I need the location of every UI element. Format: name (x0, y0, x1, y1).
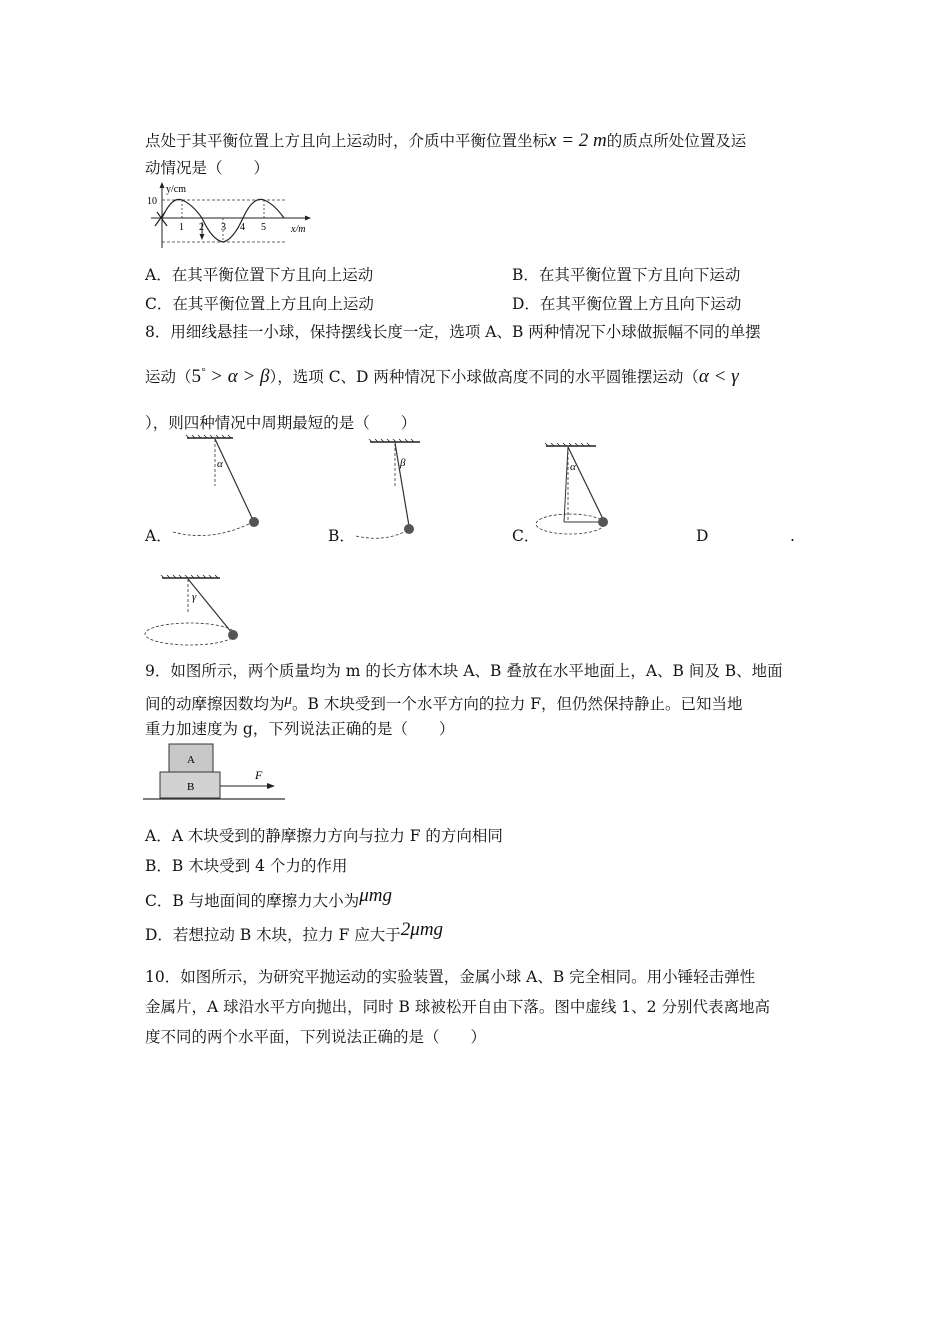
q8-option-d-dot: . (790, 527, 795, 545)
q7-wave-graph (145, 182, 315, 252)
q8-option-a-label: A． (145, 527, 172, 545)
q9-blocks-figure (143, 742, 293, 806)
q9-option-d (145, 920, 443, 945)
q8-stem-line-2 (145, 362, 739, 387)
q8-figure-c-angle: α (570, 461, 576, 473)
q8-figure-b-angle: β (400, 457, 406, 469)
q7-coordinate-math: x = 2 m (548, 130, 607, 151)
q9-stem-line-2 (145, 690, 743, 714)
q7-stem-line-2: 动情况是（ ） (145, 159, 270, 177)
q8-option-d-label: D (696, 527, 709, 545)
q7-graph-x-tick-2: 2 (199, 222, 204, 233)
q7-graph-x-tick-4: 4 (240, 222, 245, 233)
q8-option-c-label: C． (512, 527, 540, 545)
q10-stem-line-2: 金属片，A 球沿水平方向抛出，同时 B 球被松开自由下落。图中虚线 1、2 分别代表离地高 (145, 998, 770, 1016)
q7-option-b: B．在其平衡位置下方且向下运动 (512, 266, 741, 284)
q9-force-label: F (255, 768, 263, 782)
q8-option-b-label: B． (328, 527, 355, 545)
q7-stem-text-a: 点处于其平衡位置上方且向上运动时，介质中平衡位置坐标 (145, 132, 549, 150)
q7-graph-x-tick-3: 3 (221, 222, 226, 233)
q9-option-a: A．A 木块受到的静摩擦力方向与拉力 F 的方向相同 (145, 827, 503, 845)
q9-stem-line-3: 重力加速度为 g，下列说法正确的是（ ） (145, 720, 455, 738)
q9-stem-line-1: 9．如图所示，两个质量均为 m 的长方体木块 A、B 叠放在水平地面上，A、B 间及 B、地面 (145, 662, 783, 680)
q7-option-d: D．在其平衡位置上方且向下运动 (512, 295, 742, 313)
q8-figure-a (165, 436, 265, 546)
q9-option-b: B．B 木块受到 4 个力的作用 (145, 857, 348, 875)
q8-stem-text-b: ），选项 C、D 两种情况下小球做高度不同的水平圆锥摆运动（ (269, 368, 699, 386)
q9-option-c (145, 886, 392, 911)
q10-stem-line-1: 10．如图所示，为研究平抛运动的实验装置，金属小球 A、B 完全相同。用小锤轻击弹性 (145, 968, 756, 986)
q8-stem-line-3: ），则四种情况中周期最短的是（ ） (145, 414, 417, 432)
q9-block-b-label: B (187, 781, 195, 793)
q8-figure-b (348, 436, 428, 546)
q7-graph-x-label: x/m (291, 224, 306, 235)
q8-cond1-degree: ° (201, 366, 206, 378)
q7-option-c: C．在其平衡位置上方且向上运动 (145, 295, 374, 313)
q8-condition-2: α < γ (698, 366, 739, 387)
q8-stem-text-a: 运动（ (145, 368, 192, 386)
q9-option-d-math: 2μmg (400, 919, 444, 940)
q7-graph-x-tick-1: 1 (179, 222, 184, 233)
q8-figure-d (140, 574, 250, 654)
q9-mu-symbol: μ (284, 692, 293, 708)
q7-graph-y-tick: 10 (147, 196, 157, 207)
q7-graph-x-tick-5: 5 (261, 222, 266, 233)
q8-stem-line-1: 8．用细线悬挂一小球，保持摆线长度一定，选项 A、B 两种情况下小球做振幅不同的单摆 (145, 323, 761, 341)
q9-stem-text-b: 。B 木块受到一个水平方向的拉力 F，但仍然保持静止。已知当地 (292, 695, 743, 713)
q8-cond1-number: 5 (191, 366, 202, 387)
q9-block-a-label: A (187, 754, 195, 766)
q10-stem-line-3: 度不同的两个水平面，下列说法正确的是（ ） (145, 1028, 487, 1046)
q7-option-a: A．在其平衡位置下方且向上运动 (145, 266, 374, 284)
q8-figure-a-angle: α (217, 458, 223, 470)
q8-figure-d-angle: γ (192, 591, 197, 603)
q7-graph-y-label: y/cm (166, 184, 186, 195)
q8-cond1-rest: > α > β (205, 366, 270, 387)
q8-figure-c (540, 436, 640, 546)
q9-stem-text-a: 间的动摩擦因数均为 (145, 695, 285, 713)
q9-option-c-math: μmg (359, 885, 392, 906)
q7-stem-text-b: 的质点所处位置及运 (606, 132, 747, 150)
q7-stem-line-1 (145, 131, 746, 151)
q9-option-c-text: C．B 与地面间的摩擦力大小为 (145, 892, 360, 910)
q9-option-d-text: D．若想拉动 B 木块，拉力 F 应大于 (145, 926, 401, 944)
q8-condition-1 (192, 366, 270, 387)
